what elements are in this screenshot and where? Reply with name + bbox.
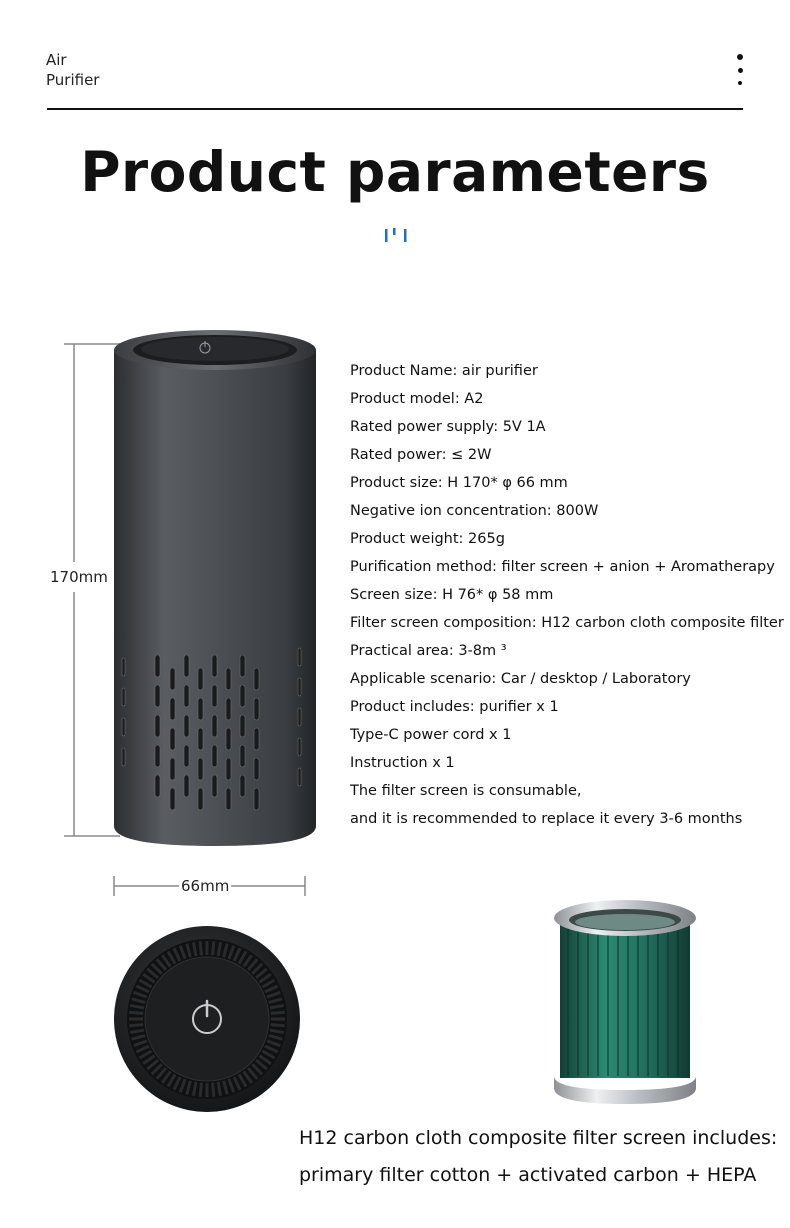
param-line: Product size: H 170* φ 66 mm: [350, 475, 568, 491]
param-line: and it is recommended to replace it every 3-6 months: [350, 811, 743, 827]
filter-caption: [299, 1120, 777, 1194]
title-accent-icon: [385, 228, 407, 242]
parameters-list: [350, 360, 784, 836]
param-line: Type-C power cord x 1: [350, 727, 512, 743]
width-label: 66mm: [181, 877, 230, 895]
param-line: Instruction x 1: [350, 755, 455, 771]
page-title: Product parameters: [80, 140, 710, 204]
filter-image: [550, 896, 700, 1106]
param-line: Product weight: 265g: [350, 531, 505, 547]
brand-line-1: Air: [46, 51, 67, 69]
filter-caption-line-2: primary filter cotton + activated carbon + HEPA: [299, 1164, 757, 1186]
height-label: 170mm: [50, 568, 108, 586]
param-line: Rated power supply: 5V 1A: [350, 419, 546, 435]
param-line: Purification method: filter screen + anion + Aromatherapy: [350, 559, 775, 575]
param-line: Screen size: H 76* φ 58 mm: [350, 587, 554, 603]
param-line: Product Name: air purifier: [350, 363, 538, 379]
header-divider: [47, 108, 743, 110]
param-line: The filter screen is consumable,: [350, 783, 582, 799]
brand-label: [46, 50, 99, 90]
param-line: Product includes: purifier x 1: [350, 699, 559, 715]
filter-caption-line-1: H12 carbon cloth composite filter screen includes:: [299, 1127, 778, 1149]
more-menu-icon[interactable]: [733, 54, 747, 90]
purifier-top-view-image: [112, 924, 302, 1114]
param-line: Product model: A2: [350, 391, 484, 407]
param-line: Negative ion concentration: 800W: [350, 503, 599, 519]
purifier-side-image: [110, 328, 320, 848]
param-line: Rated power: ≤ 2W: [350, 447, 492, 463]
param-line: Practical area: 3-8m ³: [350, 643, 507, 659]
brand-line-2: Purifier: [46, 71, 100, 89]
param-line: Filter screen composition: H12 carbon cloth composite filter: [350, 615, 784, 631]
param-line: Applicable scenario: Car / desktop / Laboratory: [350, 671, 691, 687]
